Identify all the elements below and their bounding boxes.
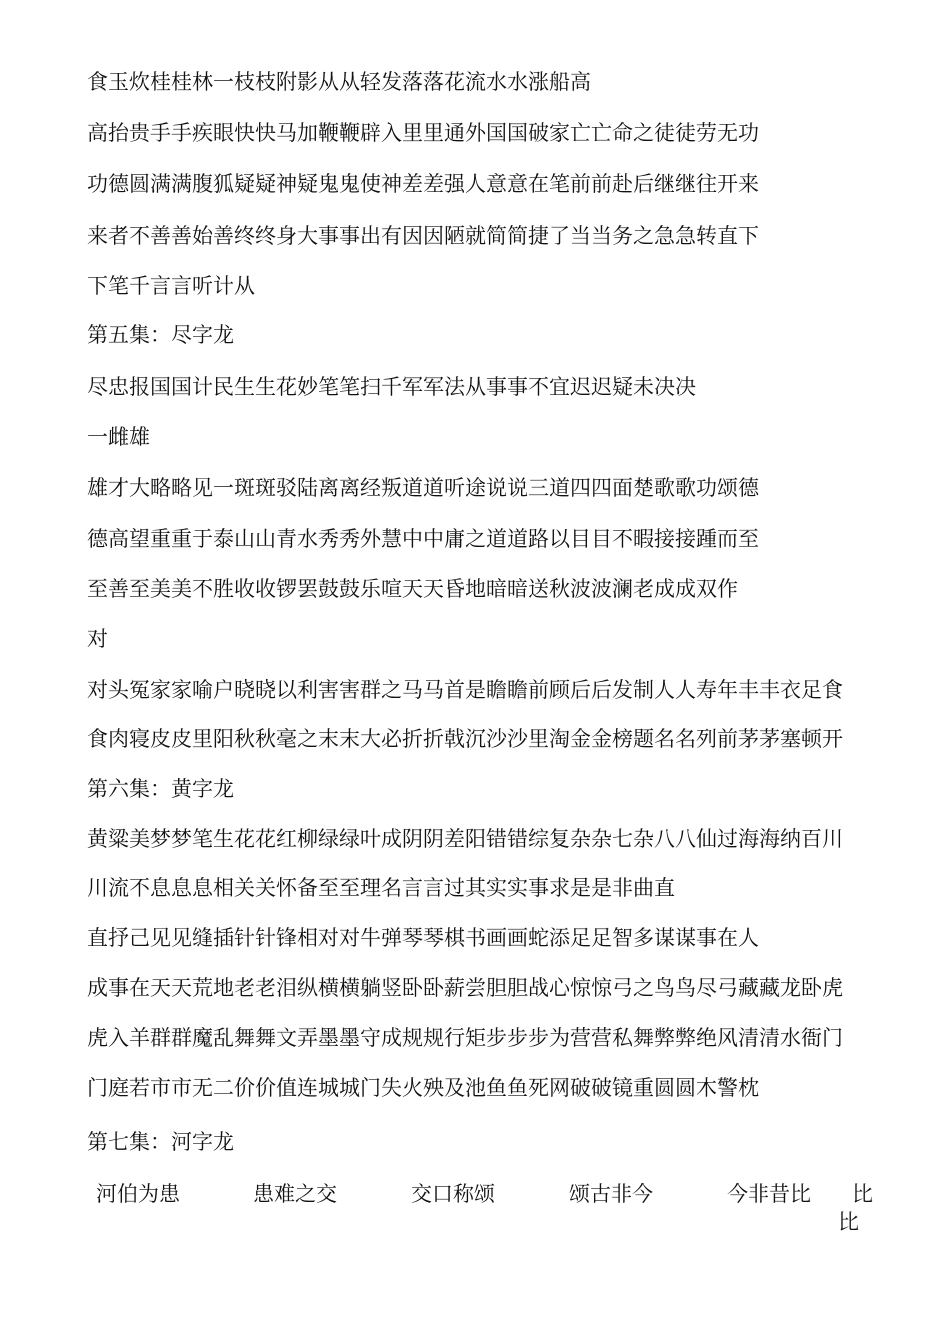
- text-line-19: 成事在天天荒地老老泪纵横横躺竖卧卧薪尝胆胆战心惊惊弓之鸟鸟尽弓藏藏龙卧虎: [87, 976, 843, 1000]
- section-heading-5: 第五集：尽字龙: [87, 323, 234, 347]
- text-line-13: 对头冤家家喻户晓晓以利害害群之马马首是瞻瞻前顾后后发制人人寿年丰丰衣足食: [87, 678, 843, 702]
- text-line-21: 门庭若市市无二价价值连城城门失火殃及池鱼鱼死网破破镜重圆圆木警枕: [87, 1076, 759, 1100]
- text-line-10: 德高望重重于泰山山青水秀秀外慧中中庸之道道路以目目不暇接接踵而至: [87, 527, 759, 551]
- table-cell-3: 交口称颂: [411, 1182, 495, 1206]
- table-cell-5: 今非昔比: [727, 1182, 811, 1206]
- text-line-11: 至善至美美不胜收收锣罢鼓鼓乐喧天天昏地暗暗送秋波波澜老成成双作: [87, 577, 738, 601]
- text-line-14: 食肉寝皮皮里阳秋秋毫之末末大必折折戟沉沙沙里淘金金榜题名名列前茅茅塞顿开: [87, 727, 843, 751]
- idiom-table-row: [0, 1180, 950, 1234]
- table-cell-1: 河伯为患: [96, 1182, 180, 1206]
- text-line-4: 来者不善善始善终终身大事事出有因因陋就简简捷了当当务之急急转直下: [87, 224, 759, 248]
- section-heading-6: 第六集：黄字龙: [87, 777, 234, 801]
- table-cell-overflow-fragment: 比: [838, 1210, 859, 1234]
- text-line-2: 高抬贵手手疾眼快快马加鞭鞭辟入里里通外国国破家亡亡命之徒徒劳无功: [87, 121, 759, 145]
- text-line-5: 下笔千言言听计从: [87, 274, 255, 298]
- text-line-9: 雄才大略略见一斑斑驳陆离离经叛道道听途说说三道四四面楚歌歌功颂德: [87, 476, 759, 500]
- text-line-20: 虎入羊群群魔乱舞舞文弄墨墨守成规规行矩步步步为营营私舞弊弊绝风清清水衙门: [87, 1026, 843, 1050]
- table-cell-4: 颂古非今: [569, 1182, 653, 1206]
- table-cell-2: 患难之交: [253, 1182, 337, 1206]
- text-line-12: 对: [87, 627, 108, 651]
- text-line-7: 尽忠报国国计民生生花妙笔笔扫千军军法从事事不宜迟迟疑未决决: [87, 375, 696, 399]
- table-cell-6: 比: [852, 1182, 873, 1206]
- text-line-3: 功德圆满满腹狐疑疑神疑鬼鬼使神差差强人意意在笔前前赴后继继往开来: [87, 172, 759, 196]
- text-line-16: 黄粱美梦梦笔生花花红柳绿绿叶成阴阴差阳错错综复杂杂七杂八八仙过海海纳百川: [87, 827, 843, 851]
- text-line-1: 食玉炊桂桂林一枝枝附影从从轻发落落花流水水涨船高: [87, 70, 591, 94]
- text-line-8: 一雌雄: [87, 425, 150, 449]
- section-heading-7: 第七集：河字龙: [87, 1130, 234, 1154]
- text-line-18: 直抒己见见缝插针针锋相对对牛弹琴琴棋书画画蛇添足足智多谋谋事在人: [87, 926, 759, 950]
- text-line-17: 川流不息息息相关关怀备至至理名言言过其实实事求是是非曲直: [87, 876, 675, 900]
